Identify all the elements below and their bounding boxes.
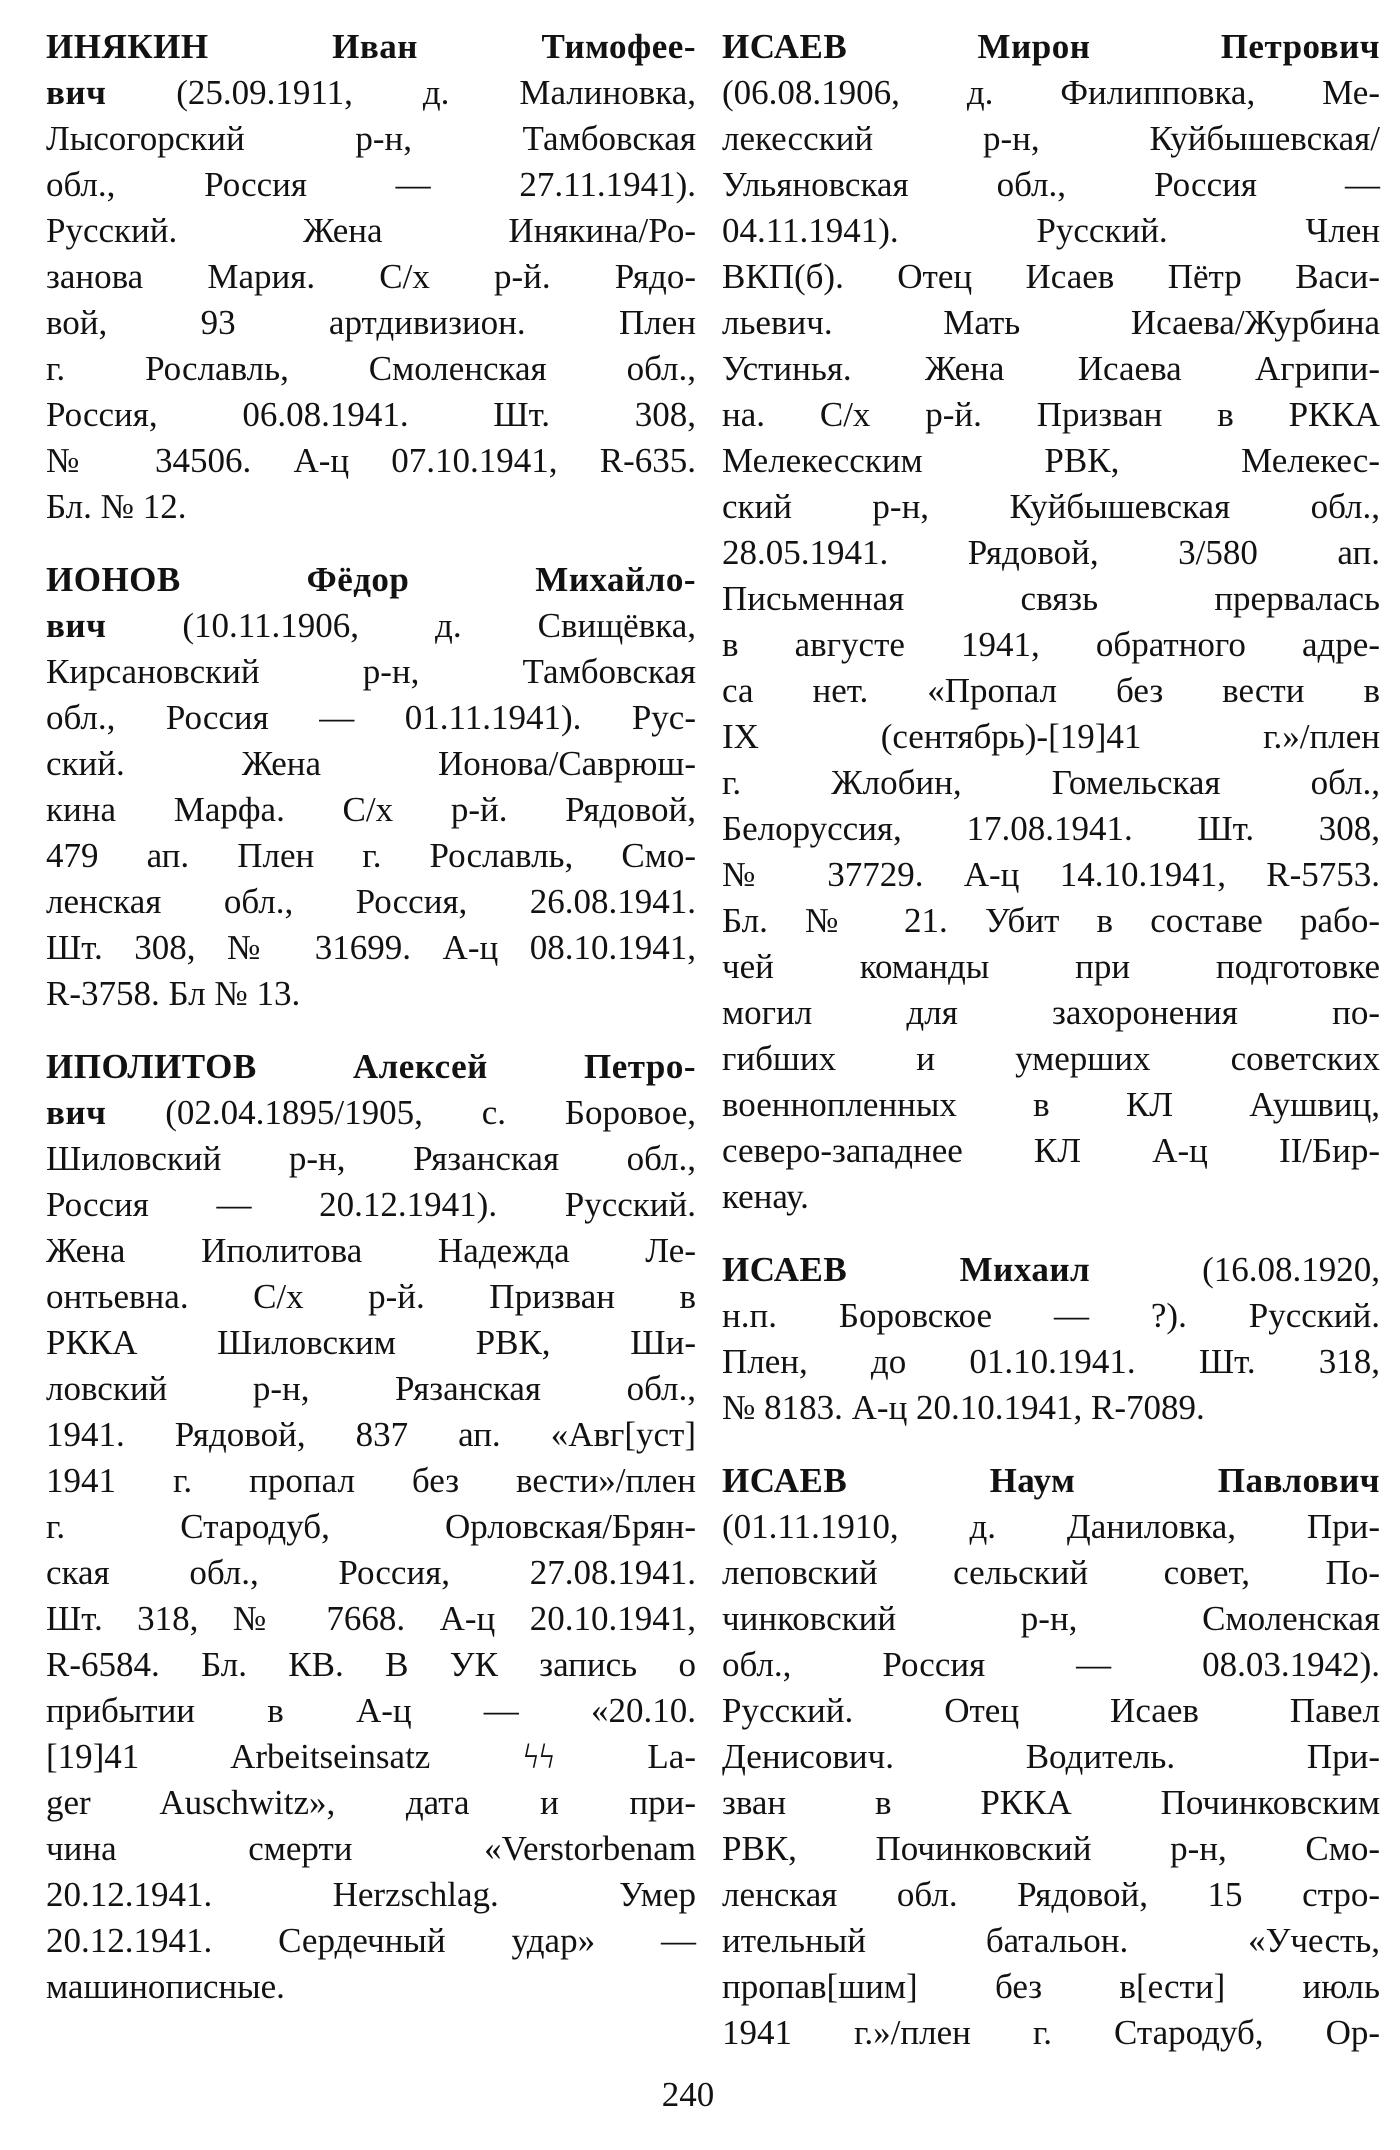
entry-line: Денисович. Водитель. При-: [722, 1737, 1380, 1776]
entry-line: обл., Россия — 27.11.1941).: [46, 165, 696, 204]
entry-isaev-miron-petrovich: [722, 24, 1380, 1220]
entry-ipolitov-aleksey-petrovich: [46, 1044, 696, 2010]
entry-line: г. Стародуб, Орловская/Брян-: [46, 1507, 696, 1546]
entry-headword: вич: [46, 606, 107, 645]
entry-line: № 8183. А-ц 20.10.1941, R-7089.: [722, 1388, 1205, 1427]
entry-line: Русский. Отец Исаев Павел: [722, 1691, 1380, 1730]
entry-line: г. Рославль, Смоленская обл.,: [46, 349, 696, 388]
entry-line: [46, 24, 696, 70]
entry-line: Жена Иполитова Надежда Ле-: [46, 1231, 696, 1270]
entry-line: зван в РККА Починковским: [722, 1783, 1380, 1822]
entry-line: 1941 г.»/плен г. Стародуб, Ор-: [722, 2013, 1380, 2052]
entry-line: [722, 1458, 1380, 1504]
entry-line: вич (10.11.1906, д. Свищёвка,: [46, 606, 696, 645]
entry-ionov-fyodor-mikhailovich: [46, 557, 696, 1017]
entry-line: Устинья. Жена Исаева Агрипи-: [722, 349, 1380, 388]
entry-line: 04.11.1941). Русский. Член: [722, 211, 1380, 250]
page-number: 240: [661, 2075, 715, 2114]
entry-headword: ИПОЛИТОВ Алексей Петро-: [46, 1047, 696, 1086]
entry-line: гибших и умерших советских: [722, 1039, 1380, 1078]
entry-headword: вич: [46, 73, 107, 112]
entry-line: [19]41 Arbeitseinsatz ϟϟ La-: [46, 1737, 696, 1776]
column-right: [722, 24, 1380, 2083]
entry-line: РВК, Починковский р-н, Смо-: [722, 1829, 1380, 1868]
entry-line: [722, 24, 1380, 70]
entry-line: № 34506. А-ц 07.10.1941, R-635.: [46, 441, 696, 480]
entry-line: военнопленных в КЛ Аушвиц,: [722, 1085, 1380, 1124]
entry-line: Кирсановский р-н, Тамбовская: [46, 652, 696, 691]
entry-inyakin-ivan-timofeevich: [46, 24, 696, 530]
entry-line: кина Марфа. С/х р-й. Рядовой,: [46, 790, 696, 829]
entry-line: Русский. Жена Инякина/Ро-: [46, 211, 696, 250]
entry-line: Мелекесским РВК, Мелекес-: [722, 441, 1380, 480]
entry-line: прибытии в А-ц — «20.10.: [46, 1691, 696, 1730]
entry-line: Бл. № 21. Убит в составе рабо-: [722, 901, 1380, 940]
entry-headword: ИСАЕВ Михаил: [722, 1250, 1091, 1289]
entry-line: ленская обл., Россия, 26.08.1941.: [46, 882, 696, 921]
entry-line: ВКП(б). Отец Исаев Пётр Васи-: [722, 257, 1380, 296]
entry-line: леповский сельский совет, По-: [722, 1553, 1380, 1592]
entry-line: Шт. 318, № 7668. А-ц 20.10.1941,: [46, 1599, 696, 1638]
entry-line: R-6584. Бл. КВ. В УК запись о: [46, 1645, 696, 1684]
entry-line: Шт. 308, № 31699. А-ц 08.10.1941,: [46, 928, 696, 967]
entry-line: Бл. № 12.: [46, 487, 187, 526]
entry-headword: ИСАЕВ Наум Павлович: [722, 1461, 1380, 1500]
entry-line: лекесский р-н, Куйбышевская/: [722, 119, 1380, 158]
entry-line: Россия — 20.12.1941). Русский.: [46, 1185, 696, 1224]
entry-line: ger Auschwitz», дата и при-: [46, 1783, 696, 1822]
entry-line: вич (25.09.1911, д. Малиновка,: [46, 73, 696, 112]
entry-line: пропав[шим] без в[ести] июль: [722, 1967, 1380, 2006]
entry-line: 20.12.1941. Сердечный удар» —: [46, 1921, 696, 1960]
entry-line: на. С/х р-й. Призван в РККА: [722, 395, 1380, 434]
entry-line: чей команды при подготовке: [722, 947, 1380, 986]
entry-line: 479 ап. Плен г. Рославль, Смо-: [46, 836, 696, 875]
entry-line: [46, 1044, 696, 1090]
entry-line: ИСАЕВ Михаил (16.08.1920,: [722, 1250, 1381, 1289]
entry-line: ская обл., Россия, 27.08.1941.: [46, 1553, 696, 1592]
entry-line: Белоруссия, 17.08.1941. Шт. 308,: [722, 809, 1380, 848]
column-left: [46, 24, 696, 2083]
entry-line: занова Мария. С/х р-й. Рядо-: [46, 257, 696, 296]
entry-line: 1941 г. пропал без вести»/плен: [46, 1461, 696, 1500]
entry-headword: вич: [46, 1093, 107, 1132]
entry-line: [46, 557, 696, 603]
entry-line: в августе 1941, обратного адре-: [722, 625, 1380, 664]
entry-line: чинковский р-н, Смоленская: [722, 1599, 1380, 1638]
entry-line: ский р-н, Куйбышевская обл.,: [722, 487, 1380, 526]
entry-line: ский. Жена Ионова/Саврюш-: [46, 744, 696, 783]
entry-line: Россия, 06.08.1941. Шт. 308,: [46, 395, 696, 434]
entry-line: Ульяновская обл., Россия —: [722, 165, 1380, 204]
entry-headword: ИНЯКИН Иван Тимофее-: [46, 27, 696, 66]
entry-line: обл., Россия — 01.11.1941). Рус-: [46, 698, 696, 737]
entry-line: обл., Россия — 08.03.1942).: [722, 1645, 1380, 1684]
entry-line: ленская обл. Рядовой, 15 стро-: [722, 1875, 1380, 1914]
entry-line: IX (сентябрь)-[19]41 г.»/плен: [722, 717, 1380, 756]
entry-line: са нет. «Пропал без вести в: [722, 671, 1380, 710]
entry-line: (01.11.1910, д. Даниловка, При-: [722, 1507, 1380, 1546]
entry-line: г. Жлобин, Гомельская обл.,: [722, 763, 1380, 802]
entry-headword: ИОНОВ Фёдор Михайло-: [46, 560, 696, 599]
entry-line: Лысогорский р-н, Тамбовская: [46, 119, 696, 158]
entry-line: северо-западнее КЛ А-ц II/Бир-: [722, 1131, 1380, 1170]
entry-line: ительный батальон. «Учесть,: [722, 1921, 1380, 1960]
text-columns: [46, 24, 1380, 2083]
entry-line: Шиловский р-н, Рязанская обл.,: [46, 1139, 696, 1178]
entry-line: льевич. Мать Исаева/Журбина: [722, 303, 1380, 342]
entry-line: 20.12.1941. Herzschlag. Умер: [46, 1875, 696, 1914]
entry-line: могил для захоронения по-: [722, 993, 1380, 1032]
entry-line: н.п. Боровское — ?). Русский.: [722, 1296, 1380, 1335]
entry-line: чина смерти «Verstorbenam: [46, 1829, 696, 1868]
entry-line: кенау.: [722, 1177, 809, 1216]
entry-line: Плен, до 01.10.1941. Шт. 318,: [722, 1342, 1380, 1381]
entry-line: 1941. Рядовой, 837 ап. «Авг[уст]: [46, 1415, 696, 1454]
entry-headword: ИСАЕВ Мирон Петрович: [722, 27, 1380, 66]
entry-line: машинописные.: [46, 1967, 285, 2006]
entry-line: вич (02.04.1895/1905, с. Боровое,: [46, 1093, 696, 1132]
entry-isaev-mikhail: [722, 1247, 1380, 1431]
entry-line: РККА Шиловским РВК, Ши-: [46, 1323, 696, 1362]
entry-line: (06.08.1906, д. Филипповка, Ме-: [722, 73, 1380, 112]
entry-line: Письменная связь прервалась: [722, 579, 1380, 618]
entry-line: ловский р-н, Рязанская обл.,: [46, 1369, 696, 1408]
entry-line: R-3758. Бл № 13.: [46, 974, 301, 1013]
entry-line: вой, 93 артдивизион. Плен: [46, 303, 696, 342]
entry-line: 28.05.1941. Рядовой, 3/580 ап.: [722, 533, 1380, 572]
entry-line: онтьевна. С/х р-й. Призван в: [46, 1277, 696, 1316]
entry-isaev-naum-pavlovich: [722, 1458, 1380, 2056]
entry-line: № 37729. А-ц 14.10.1941, R-5753.: [722, 855, 1380, 894]
